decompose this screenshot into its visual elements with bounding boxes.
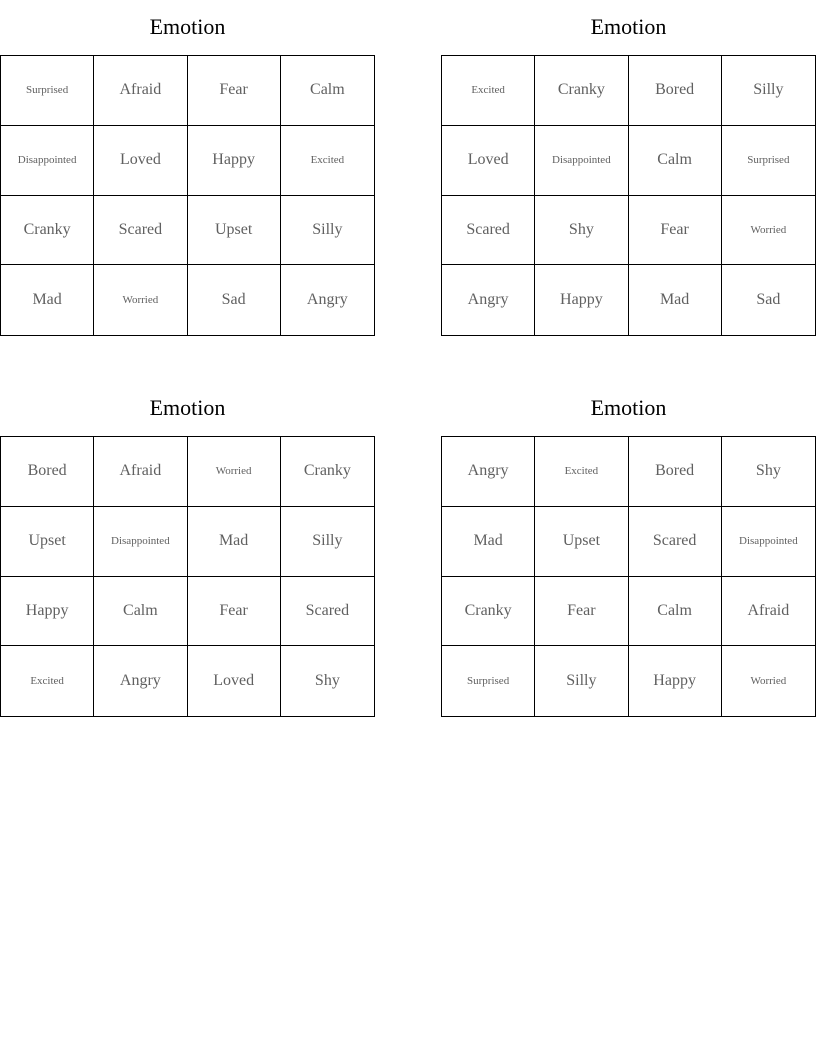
grid-cell: Fear [188, 56, 281, 126]
grid-cell: Upset [188, 196, 281, 266]
grid-cell: Fear [188, 577, 281, 647]
grid-cell: Shy [722, 437, 815, 507]
grid-cell: Mad [442, 507, 535, 577]
grid-cell: Silly [535, 646, 628, 716]
grid-cell: Excited [1, 646, 94, 716]
word-grid [441, 436, 816, 717]
grid-cell: Fear [629, 196, 722, 266]
grid-cell: Angry [442, 265, 535, 335]
grid-cell: Bored [1, 437, 94, 507]
grid-cell: Surprised [1, 56, 94, 126]
word-grid [441, 55, 816, 336]
grid-cell: Angry [306, 291, 348, 309]
grid-cell: Calm [629, 577, 722, 647]
grid-cell: Angry [94, 646, 187, 716]
grid-cell: Surprised [442, 646, 535, 716]
grid-cell: Scared [629, 507, 722, 577]
grid-cell: Disappointed [535, 126, 628, 196]
grid-cell: Silly [281, 507, 374, 577]
grid-cell: Loved [442, 126, 535, 196]
card-title: Emotion [149, 395, 226, 420]
grid-cell: Mad [188, 507, 281, 577]
grid-cell: Calm [281, 56, 374, 126]
grid-cell: Scared [94, 196, 187, 266]
grid-cell: Bored [629, 56, 722, 126]
grid-cell: Sad [756, 291, 781, 309]
grid-cell: Angry [442, 437, 535, 507]
grid-cell: Happy [629, 646, 722, 716]
grid-cell: Excited [281, 126, 374, 196]
grid-cell: Silly [281, 196, 374, 266]
grid-cell: Worried [722, 196, 815, 266]
grid-cell: Cranky [535, 56, 628, 126]
grid-cell: Afraid [94, 56, 187, 126]
grid-cell: Worried [94, 265, 187, 335]
grid-cell: Shy [535, 196, 628, 266]
grid-cell: Sad [188, 265, 281, 335]
grid-cell: Disappointed [1, 126, 94, 196]
card-title: Emotion [590, 14, 667, 39]
grid-cell: Cranky [442, 577, 535, 647]
grid-cell: Loved [94, 126, 187, 196]
grid-cell: Surprised [722, 126, 815, 196]
grid-cell: Calm [629, 126, 722, 196]
grid-cell: Excited [535, 437, 628, 507]
grid-cell: Shy [314, 672, 340, 690]
grid-cell: Mad [1, 265, 94, 335]
word-grid [0, 55, 375, 336]
card-title: Emotion [590, 395, 667, 420]
card-title: Emotion [149, 14, 226, 39]
grid-cell: Upset [535, 507, 628, 577]
grid-cell: Scared [442, 196, 535, 266]
grid-cell: Excited [442, 56, 535, 126]
grid-cell: Silly [722, 56, 815, 126]
grid-cell: Upset [1, 507, 94, 577]
grid-cell: Cranky [281, 437, 374, 507]
grid-cell: Worried [188, 437, 281, 507]
grid-cell: Mad [629, 265, 722, 335]
grid-cell: Disappointed [722, 507, 815, 577]
grid-cell: Happy [535, 265, 628, 335]
grid-cell: Worried [750, 675, 787, 688]
grid-cell: Fear [535, 577, 628, 647]
grid-cell: Afraid [94, 437, 187, 507]
grid-cell: Happy [188, 126, 281, 196]
grid-cell: Cranky [1, 196, 94, 266]
grid-cell: Afraid [722, 577, 815, 647]
grid-cell: Happy [1, 577, 94, 647]
grid-cell: Loved [188, 646, 281, 716]
grid-cell: Scared [281, 577, 374, 647]
grid-cell: Bored [629, 437, 722, 507]
word-grid [0, 436, 375, 717]
grid-cell: Disappointed [94, 507, 187, 577]
grid-cell: Calm [94, 577, 187, 647]
